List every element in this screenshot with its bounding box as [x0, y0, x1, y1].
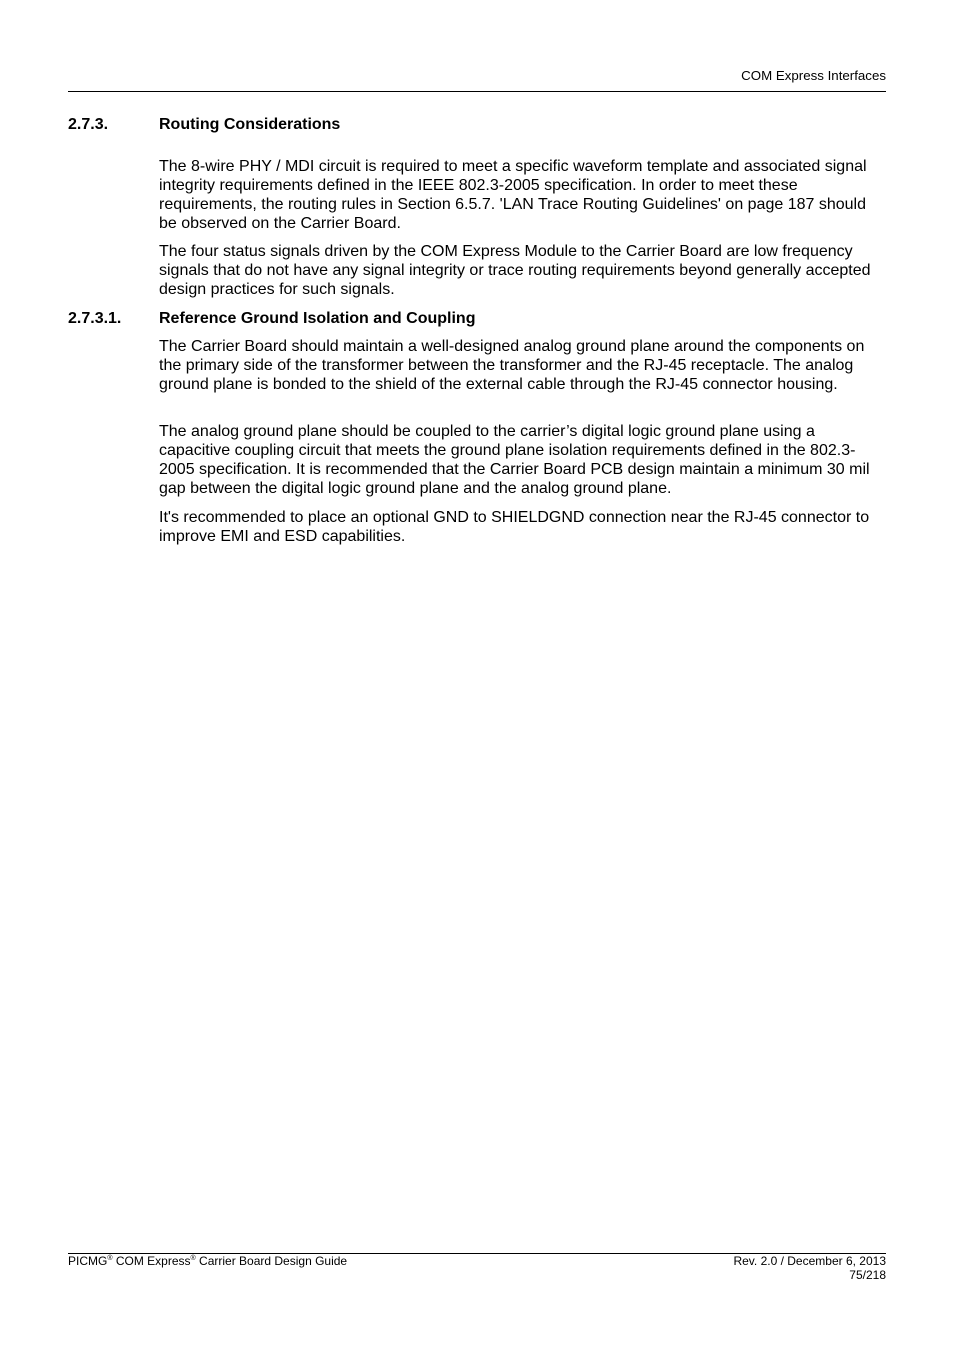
page-header [68, 66, 886, 92]
footer-product: COM Express [112, 1254, 191, 1268]
header-title: COM Express Interfaces [741, 68, 886, 83]
footer-meta [733, 1254, 886, 1282]
paragraph: The four status signals driven by the COM Express Module to the Carrier Board are low frequency signals that do not have any signal integrity or trace routing requirements beyond generally accepted design practices for such signals. [159, 243, 871, 299]
section-title: Reference Ground Isolation and Coupling [159, 310, 476, 327]
footer-brand: PICMG [68, 1254, 108, 1268]
section-number: 2.7.3.1. [68, 310, 122, 327]
paragraph: The 8-wire PHY / MDI circuit is required to meet a specific waveform template and associated signal integrity requirements defined in the IEEE 802.3-2005 specification. In order to meet these requirements, the routing rules in Section 6.5.7. 'LAN Trace Routing Guidelines' on page 187 should be observed on the Carrier Board. [159, 158, 867, 233]
registered-mark: ® [107, 1255, 113, 1262]
section-title: Routing Considerations [159, 116, 341, 133]
footer-revision: Rev. 2.0 / December 6, 2013 [733, 1254, 886, 1268]
footer-guide-title: Carrier Board Design Guide [195, 1254, 348, 1268]
registered-mark: ® [190, 1255, 196, 1262]
page-footer [68, 1253, 886, 1282]
section-number: 2.7.3. [68, 116, 109, 133]
footer-doc-title [68, 1254, 347, 1268]
paragraph: The Carrier Board should maintain a well-designed analog ground plane around the components on the primary side of the transformer between the transformer and the RJ-45 receptacle. The analog ground plane is bonded to the shield of the external cable through the RJ-45 connector housing. [159, 338, 865, 394]
paragraph: The analog ground plane should be coupled to the carrier’s digital logic ground plane using a capacitive coupling circuit that meets the ground plane isolation requirements defined in the 802.3-2005 specification. It is recommended that the Carrier Board PCB design maintain a minimum 30 mil gap between the digital logic ground plane and the analog ground plane. [159, 423, 870, 498]
page-number: 75/218 [849, 1268, 886, 1282]
paragraph: It's recommended to place an optional GND to SHIELDGND connection near the RJ-45 connector to improve EMI and ESD capabilities. [159, 509, 870, 546]
